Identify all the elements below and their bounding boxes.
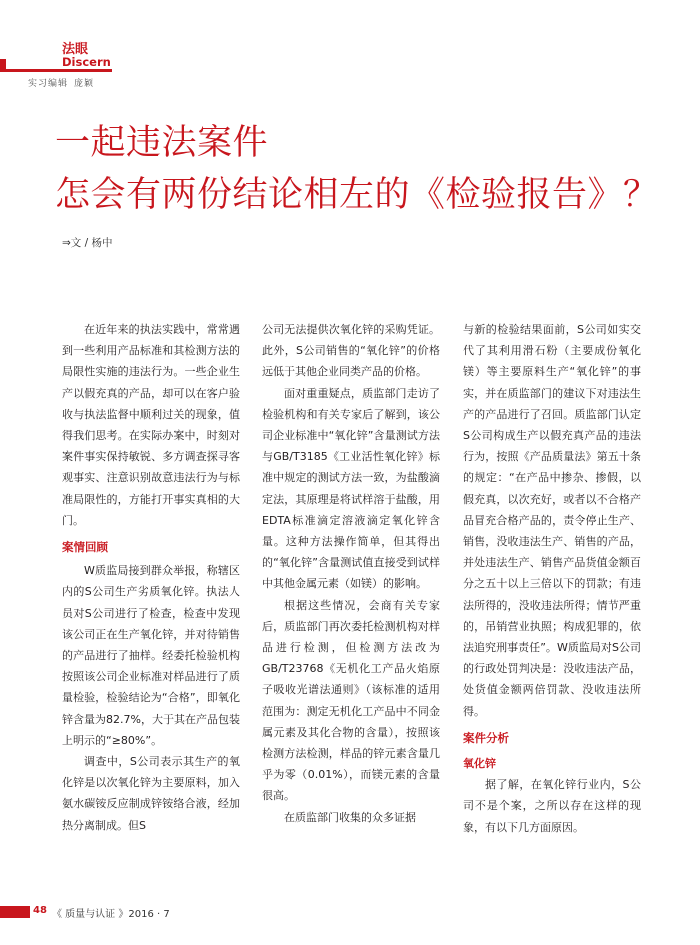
paragraph: 公司无法提供次氧化锌的采购凭证。此外，S公司销售的“氧化锌”的价格远低于其他企业同类产品的价格。 [262, 323, 440, 379]
page-number: 48 [33, 905, 47, 916]
paragraph: 面对重重疑点，质监部门走访了检验机构和有关专家后了解到，该公司企业标准中“氧化锌”含量测试方法与GB/T3185《工业活性氧化锌》标准中规定的测试方法一致，为盐酸滴定法，其原理是将试样溶于盐酸，用EDTA标准滴定溶液滴定氧化锌含量。这种方法操作简单，但其得出的“氧化锌”含量测试值直接受到试样中其他金属元素（如镁）的影响。 [262, 386, 440, 591]
author-byline: ⇒文 / 杨中 [62, 237, 113, 249]
paragraph: W质监局接到群众举报，称辖区内的S公司生产劣质氧化锌。执法人员对S公司进行了检查，检查中发现该公司正在生产氧化锌，并对待销售的产品进行了抽样。经委托检验机构按照该公司企业标准对样品进行了质量检验，检验结论为“合格”，即氧化锌含量为82.7%，大于其在产品包装上明示的“≥80%”。 [62, 564, 240, 747]
subheading-case-review: 案情回顾 [62, 540, 108, 555]
section-english: Discern [62, 55, 111, 69]
editor-label: 实习编辑 [28, 79, 69, 89]
paragraph: 在质监部门收集的众多证据 [284, 810, 416, 824]
section-rule [0, 69, 112, 72]
text-column-1 [62, 319, 240, 836]
subheading-zinc-oxide: 氧化锌 [463, 757, 496, 771]
paragraph: 与新的检验结果面前，S公司如实交代了其利用滑石粉（主要成份氧化镁）等主要原料生产“氧化锌”的事实，并在质监部门的建议下对违法生产的产品进行了召回。质监部门认定S公司构成生产以假充真产品的违法行为，按照《产品质量法》第五十条的规定：“在产品中掺杂、掺假，以假充真，以次充好，或者以不合格产品冒充合格产品的，责令停止生产、销售，没收违法生产、销售的产品，并处违法生产、销售产品货值金额百分之五十以上三倍以下的罚款；有违法所得的，没收违法所得；情节严重的，吊销营业执照；构成犯罪的，依法追究刑事责任”。W质监局对S公司的行政处罚判决是：没收违法产品，处货值金额两倍罚款、没收违法所得。 [463, 323, 641, 718]
editor-name: 庞颖 [74, 79, 95, 89]
paragraph: 调查中，S公司表示其生产的氧化锌是以次氧化锌为主要原料，加入氨水碳铵反应制成锌铵络合液，经加热分离制成。但S [62, 755, 240, 832]
section-name: 法眼 [62, 42, 89, 57]
journal-name: 《 质量与认证 》2016 · 7 [52, 909, 170, 920]
article-title-line-2: 怎会有两份结论相左的《检验报告》？ [55, 175, 659, 215]
paragraph: 在近年来的执法实践中，常常遇到一些利用产品标准和其检测方法的局限性实施的违法行为。一些企业生产以假充真的产品，却可以在客户验收与执法监督中顺利过关的现象，值得我们思考。在实际办案中，时刻对案件事实保持敏锐、多方调查探寻客观事实、注意识别故意违法行为与标准局限性的，方能打开事实真相的大门。 [62, 323, 240, 527]
paragraph: 根据这些情况，会商有关专家后，质监部门再次委托检测机构对样品进行检测，但检测方法改为GB/T23768《无机化工产品火焰原子吸收光谱法通则》（该标准的适用范围为：测定无机化工产品中不同金属元素及其化合物的含量），按照该检测方法检测，样品的锌元素含量几乎为零（0.01%），而镁元素的含量很高。 [262, 598, 440, 803]
editor-credit [28, 76, 100, 89]
article-title-line-1: 一起违法案件 [55, 123, 269, 163]
text-column-2 [262, 319, 440, 828]
text-column-3 [463, 319, 641, 838]
subheading-case-analysis: 案件分析 [463, 730, 509, 745]
paragraph: 据了解，在氧化锌行业内，S公司不是个案，之所以存在这样的现象，有以下几方面原因。 [463, 778, 641, 834]
footer-accent-bar [0, 906, 30, 918]
